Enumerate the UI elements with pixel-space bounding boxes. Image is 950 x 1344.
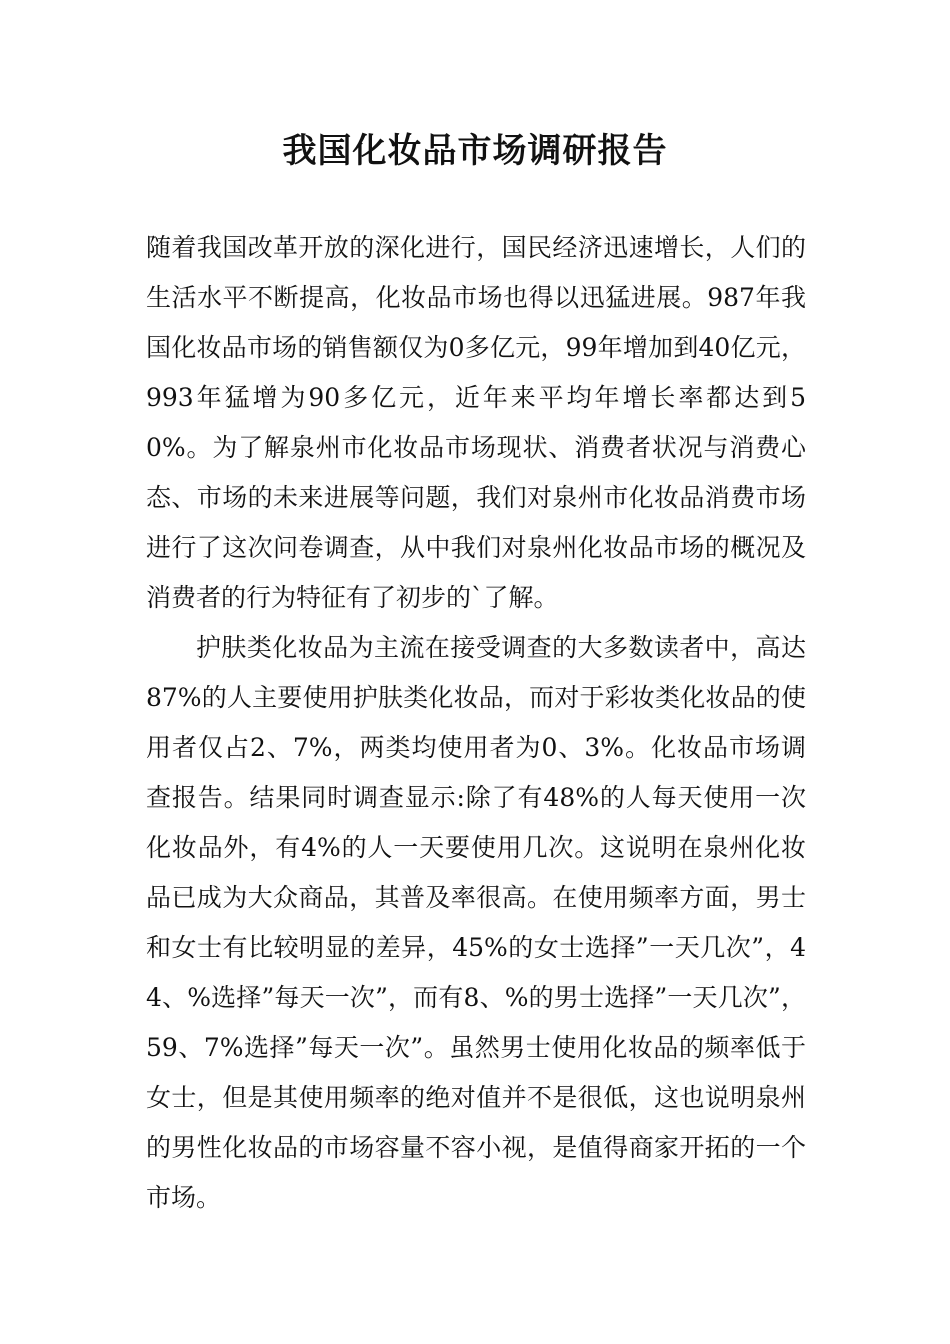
- document-title: 我国化妆品市场调研报告: [282, 131, 668, 171]
- paragraph-skincare: 护肤类化妆品为主流在接受调查的大多数读者中，高达87%的人主要使用护肤类化妆品，而对于彩妆类化妆品的使用者仅占2、7%，两类均使用者为0、3%。化妆品市场调查报告。结果同时调查显示:除了有48%的人每天使用一次化妆品外，有4%的人一天要使用几次。这说明在泉州化妆品已成为大众商品，其普及率很高。在使用频率方面，男士和女士有比较明显的差异，45%的女士选择”一天几次”，44、%选择”每天一次”，而有8、%的男士选择”一天几次”，59、7%选择”每天一次”。虽然男士使用化妆品的频率低于女士，但是其使用频率的绝对值并不是很低，这也说明泉州的男性化妆品的市场容量不容小视，是值得商家开拓的一个市场。: [146, 633, 806, 1212]
- document-body: [146, 223, 806, 1223]
- paragraph-intro: 随着我国改革开放的深化进行，国民经济迅速增长，人们的生活水平不断提高，化妆品市场也得以迅猛进展。987年我国化妆品市场的销售额仅为0多亿元，99年增加到40亿元，993年猛增为90多亿元，近年来平均年增长率都达到50%。为了解泉州市化妆品市场现状、消费者状况与消费心态、市场的未来进展等问题，我们对泉州市化妆品消费市场进行了这次问卷调查，从中我们对泉州化妆品市场的概况及消费者的行为特征有了初步的`了解。: [146, 233, 806, 612]
